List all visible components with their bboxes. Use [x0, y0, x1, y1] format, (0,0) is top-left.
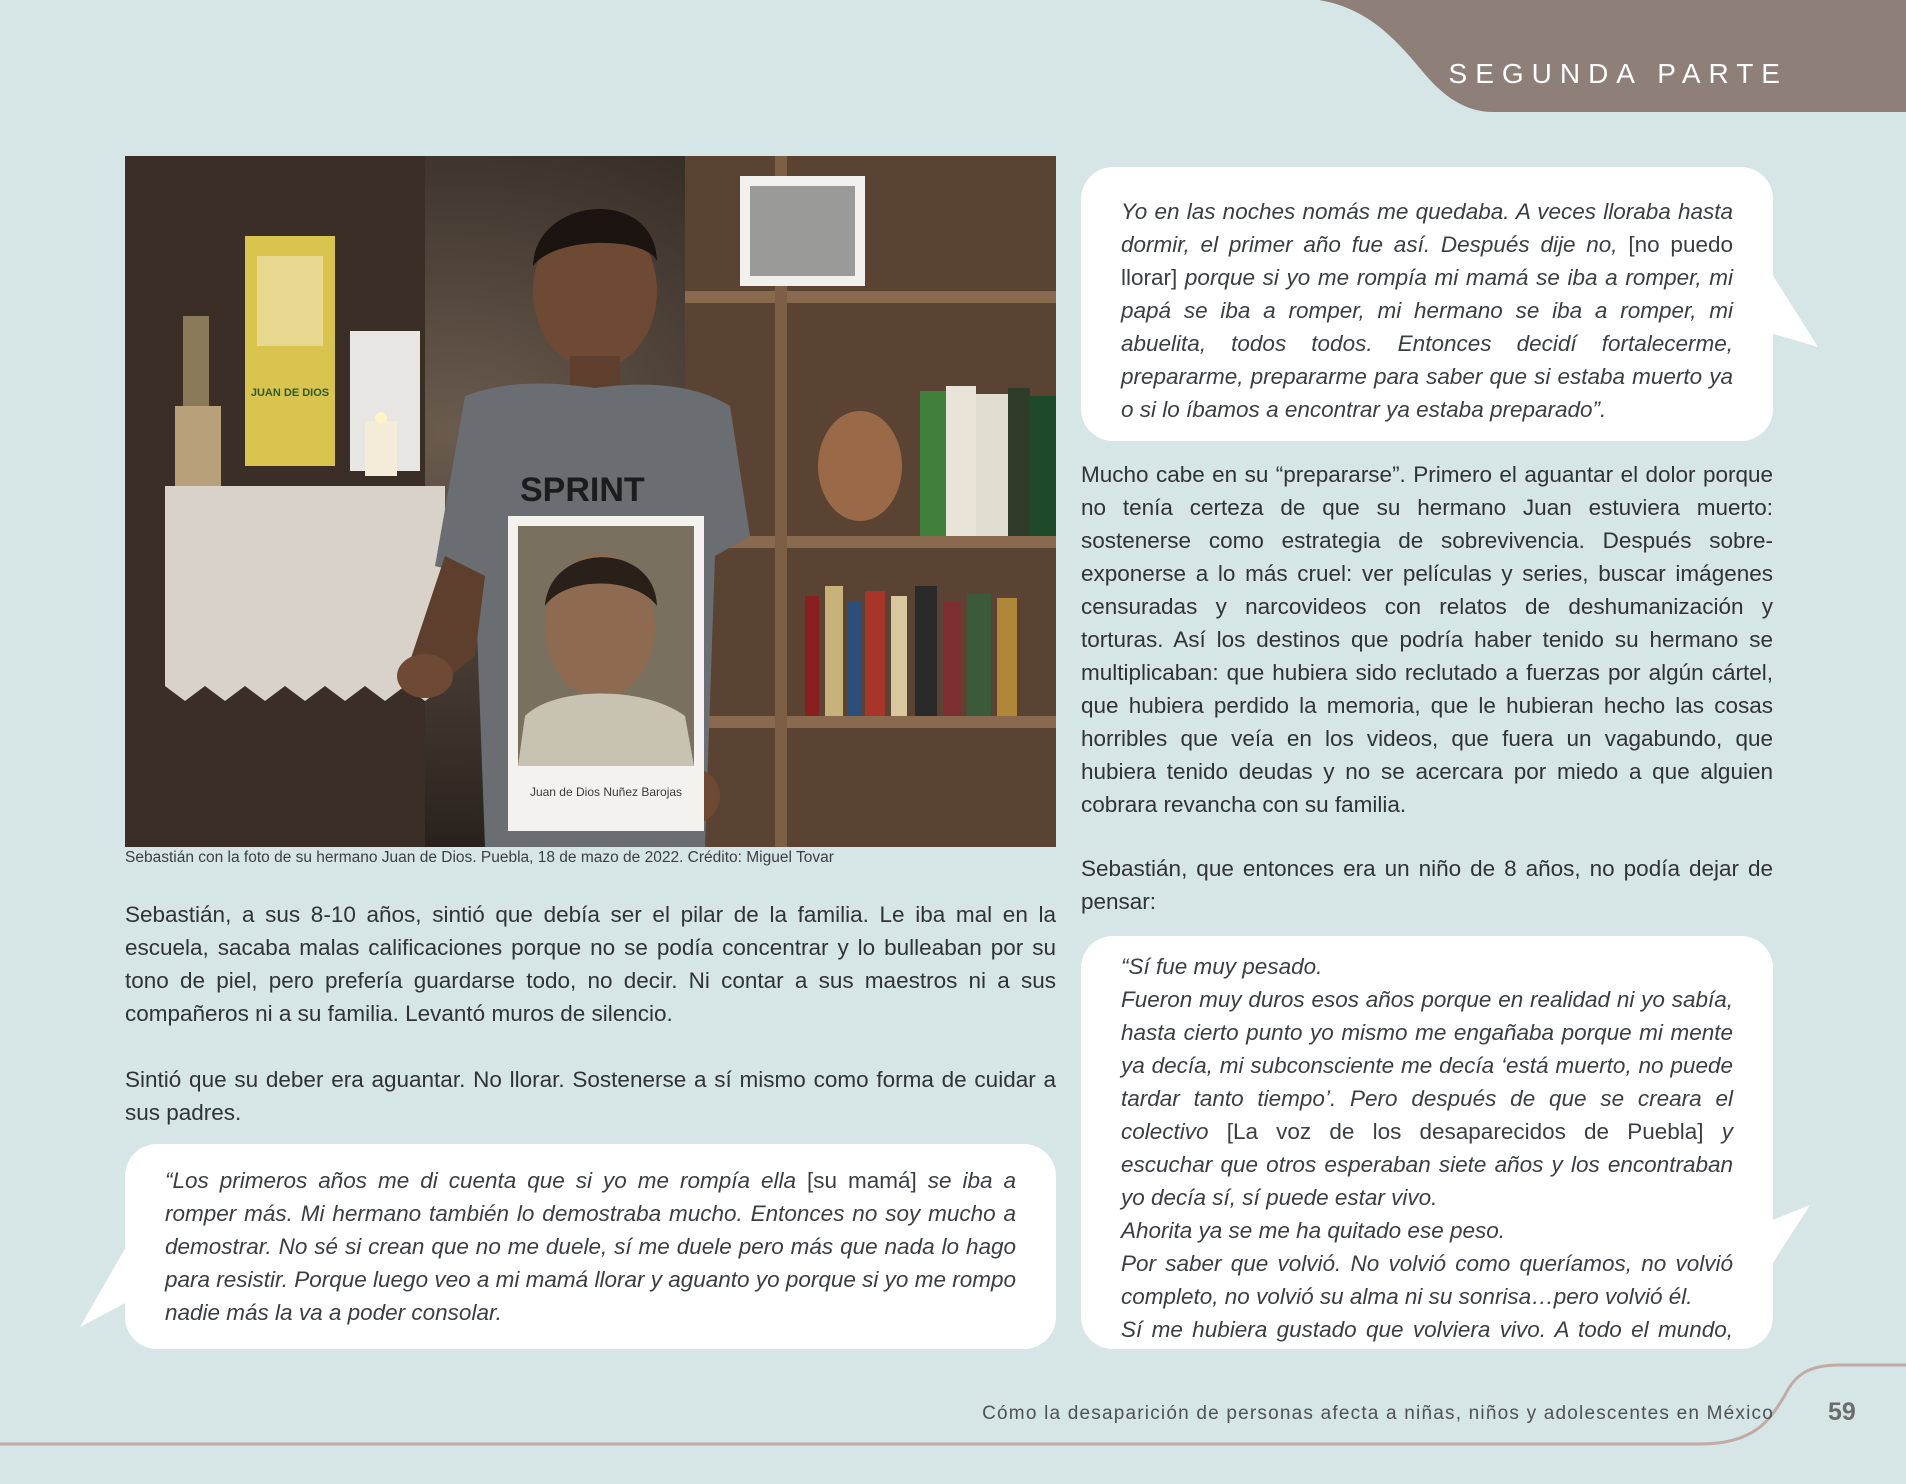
right-paragraph-1: Mucho cabe en su “prepararse”. Primero el aguantar el dolor porque no tenía certeza de que su hermano Juan estuviera muerto: sostenerse como estrategia de sobrevivencia. Después sobre-exponerse a lo más cruel: ver películas y series, buscar imágenes censuradas y narcovideos con relatos de deshumanización y torturas. Así los destinos que podría haber tenido su hermano se multiplicaban: que hubiera sido reclutado a fuerzas por algún cártel, que hubiera perdido la memoria, que le hubieran hecho las cosas horribles que veía en los videos, que fuera un vagabundo, que hubiera tenido deudas y no se acercara por miedo a que alguien cobrara revancha con su familia.	[1081, 462, 1773, 817]
shirt-text: SPRINT	[520, 471, 645, 509]
right-bottom-quote-line-4: Por saber que volvió. No volvió como queríamos, no volvió completo, no volvió su alma ni su sonrisa…pero volvió él.	[1121, 1251, 1733, 1309]
held-photo-text: Juan de Dios Nuñez Barojas	[529, 785, 683, 799]
left-paragraph-1: Sebastián, a sus 8-10 años, sintió que debía ser el pilar de la familia. Le iba mal en la escuela, sacaba malas calificaciones porque no se podía concentrar y lo bulleaban por su tono de piel, pero prefería guardarse todo, no decir. Ni contar a sus maestros ni a sus compañeros ni a su familia. Levantó muros de silencio.	[125, 902, 1056, 1026]
left-paragraph-2: Sintió que su deber era aguantar. No llorar. Sostenerse a sí mismo como forma de cuidar a sus padres.	[125, 1067, 1056, 1125]
right-top-quote-part-1: Yo en las noches nomás me quedaba. A veces lloraba hasta dormir, el primer año fue así. Después dije no,	[1121, 199, 1733, 257]
left-quote-part-2: [su mamá]	[807, 1168, 917, 1193]
right-bottom-quote-line-2-a: Fueron muy duros esos años porque en realidad ni yo sabía, hasta cierto punto yo mismo me engañaba porque mi mente ya decía, mi subconsciente me decía ‘está muerto, no puede tardar tanto tiempo’. Pero después de que se creara el colectivo	[1121, 987, 1733, 1144]
left-quote-text	[165, 1164, 1016, 1329]
header-tab-shape	[1315, 0, 1906, 112]
footer-title: Cómo la desaparición de personas afecta a niñas, niños y adolescentes en México	[982, 1403, 1774, 1424]
left-quote-bubble	[125, 1144, 1056, 1349]
right-bottom-quote-line-5: Sí me hubiera gustado que volviera vivo. A todo el mundo,	[1121, 1317, 1733, 1342]
section-label: SEGUNDA PARTE	[1448, 58, 1788, 89]
right-paragraph-2: Sebastián, que entonces era un niño de 8 años, no podía dejar de pensar:	[1081, 856, 1773, 914]
right-bottom-quote-line-2-c: y escuchar que otros esperaban siete años y los encontraban yo decía sí, sí puede estar vivo.	[1121, 1119, 1733, 1210]
left-quote-part-3: se iba a romper más. Mi hermano también lo demostraba mucho. Entonces no soy mucho a demostrar. No sé si crean que no me duele, sí me duele pero más que nada lo hago para resistir. Porque luego veo a mi mamá llorar y aguanto yo porque si yo me rompo nadie más la va a poder consolar.	[165, 1168, 1017, 1325]
right-bottom-quote-line-1: “Sí fue muy pesado.	[1121, 954, 1323, 979]
right-bottom-quote-bubble	[1081, 936, 1773, 1349]
page-number: 59	[1828, 1398, 1856, 1426]
right-top-quote-bubble	[1081, 167, 1773, 441]
right-bottom-quote-line-2-b: [La voz de los desaparecidos de Puebla]	[1226, 1119, 1704, 1144]
photo	[125, 156, 1056, 847]
right-top-quote-text	[1121, 195, 1733, 426]
right-bottom-quote-line-3: Ahorita ya se me ha quitado ese peso.	[1121, 1218, 1505, 1243]
right-bottom-quote-text	[1121, 950, 1733, 1346]
right-bottom-quote-line-2	[1121, 983, 1733, 1214]
poster-text: JUAN DE DIOS	[250, 387, 330, 399]
photo-caption: Sebastián con la foto de su hermano Juan de Dios. Puebla, 18 de mazo de 2022. Crédito: Miguel Tovar	[125, 849, 834, 866]
right-top-quote-part-3: porque si yo me rompía mi mamá se iba a romper, mi papá se iba a romper, mi hermano se iba a romper, mi abuelita, todos todos. Entonces decidí fortalecerme, prepararme, prepararme para saber que si estaba muerto ya o si lo íbamos a encontrar ya estaba preparado”.	[1121, 265, 1733, 422]
right-top-quote-part-2: [no puedo llorar]	[1121, 232, 1733, 290]
left-quote-part-1: “Los primeros años me di cuenta que si yo me rompía ella	[165, 1168, 807, 1193]
